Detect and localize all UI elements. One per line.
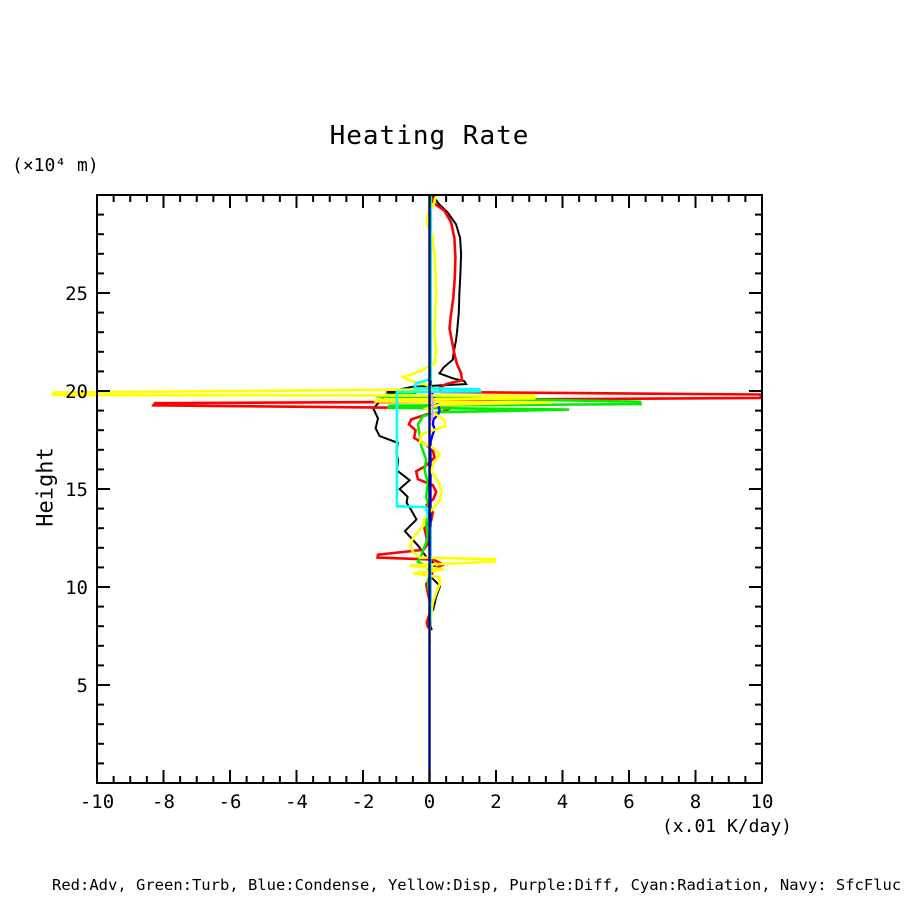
y-tick-label: 10 (65, 577, 88, 599)
x-tick-label: -6 (218, 791, 242, 813)
y-tick-label: 25 (65, 283, 88, 305)
y-axis-title: Height (33, 447, 59, 527)
x-axis-unit-label: (x.01 K/day) (661, 816, 792, 837)
chart-title: Heating Rate (329, 121, 530, 151)
x-tick-label: -4 (285, 791, 308, 813)
x-tick-label: -8 (152, 791, 175, 813)
y-tick-label: 5 (76, 675, 88, 697)
series-line-yellow-Disp (53, 195, 552, 644)
x-tick-label: 0 (423, 791, 436, 813)
x-tick-label: 2 (490, 791, 502, 813)
x-tick-label: 6 (623, 791, 635, 813)
y-tick-label: 20 (65, 381, 88, 403)
x-tick-label: 10 (750, 791, 774, 813)
y-tick-label: 15 (65, 479, 88, 501)
x-tick-label: -10 (79, 791, 115, 813)
legend-text: Red:Adv, Green:Turb, Blue:Condense, Yellow:Disp, Purple:Diff, Cyan:Radiation, Navy: SfcFluc (52, 876, 902, 894)
x-tick-label: -2 (351, 791, 375, 813)
y-axis-unit-label: (×10⁴ m) (12, 155, 99, 176)
x-tick-label: 4 (556, 791, 569, 813)
x-tick-label: 8 (689, 791, 702, 813)
